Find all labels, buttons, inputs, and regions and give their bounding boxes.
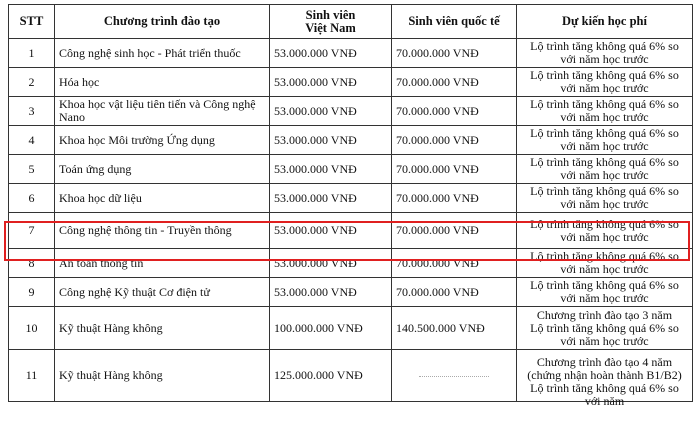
row-intl-fee-dash [419,376,489,377]
table-row [9,184,693,213]
row-fee-note: Lộ trình tăng không quá 6% so với năm học trước [517,97,693,126]
row-program: An toàn thông tin [55,249,270,278]
row-fee-note: Lộ trình tăng không quá 6% so với năm học trước [517,213,693,249]
row-intl-fee: 70.000.000 VNĐ [392,213,517,249]
row-fee-note-cell [517,307,693,350]
row-fee-note: Lộ trình tăng không quá 6% so với năm học trước [517,155,693,184]
table-row [9,97,693,126]
row-fee-note: Lộ trình tăng không quá 6% so với năm học trước [517,278,693,307]
header-vietnamese-students [270,5,392,39]
table-header-row [9,5,693,39]
row-vn-fee: 53.000.000 VNĐ [270,39,392,68]
row-stt: 1 [9,39,55,68]
row-fee-note-box [521,354,688,408]
row-vn-fee: 53.000.000 VNĐ [270,68,392,97]
row-vn-fee: 53.000.000 VNĐ [270,249,392,278]
header-program: Chương trình đào tạo [55,5,270,39]
header-international-students: Sinh viên quốc tế [392,5,517,39]
row-intl-fee: 70.000.000 VNĐ [392,39,517,68]
row-vn-fee: 100.000.000 VNĐ [270,307,392,350]
row-program: Khoa học Môi trường Ứng dụng [55,126,270,155]
row-intl-fee: 70.000.000 VNĐ [392,249,517,278]
row-fee-note: Lộ trình tăng không quá 6% so với năm học trước [530,320,679,348]
row-intl-fee: 70.000.000 VNĐ [392,126,517,155]
row-fee-note-cell [517,350,693,408]
row-program: Toán ứng dụng [55,155,270,184]
row-fee-note-line1: Chương trình đào tạo 4 năm [536,354,673,369]
row-stt: 9 [9,278,55,307]
table-row [9,249,693,278]
table-row [9,39,693,68]
row-fee-note: Lộ trình tăng không quá 6% so với năm học trước [517,249,693,278]
row-stt: 11 [9,350,55,402]
table-row-highlighted [9,213,693,249]
row-fee-note: Lộ trình tăng không quá 6% so với năm [530,380,679,408]
row-stt: 10 [9,307,55,350]
row-intl-fee: 70.000.000 VNĐ [392,155,517,184]
row-stt: 6 [9,184,55,213]
row-program: Kỹ thuật Hàng không [55,350,270,402]
row-intl-fee: 70.000.000 VNĐ [392,184,517,213]
row-program: Khoa học dữ liệu [55,184,270,213]
table-row [9,155,693,184]
row-stt: 8 [9,249,55,278]
row-stt: 2 [9,68,55,97]
tuition-fee-table [8,4,693,408]
row-intl-fee: 140.500.000 VNĐ [392,307,517,350]
table-row [9,68,693,97]
row-intl-fee: 70.000.000 VNĐ [392,97,517,126]
row-program: Công nghệ thông tin - Truyền thông [55,213,270,249]
row-fee-note-line2: (chứng nhận hoàn thành B1/B2) [527,367,682,382]
row-vn-fee: 53.000.000 VNĐ [270,184,392,213]
row-vn-fee: 53.000.000 VNĐ [270,213,392,249]
header-vn-line2: Việt Nam [305,20,356,35]
row-fee-note: Lộ trình tăng không quá 6% so với năm học trước [517,68,693,97]
row-program: Kỹ thuật Hàng không [55,307,270,350]
row-vn-fee: 53.000.000 VNĐ [270,155,392,184]
row-program: Hóa học [55,68,270,97]
row-stt: 7 [9,213,55,249]
table-row [9,350,693,402]
row-program: Công nghệ Kỹ thuật Cơ điện tử [55,278,270,307]
row-intl-fee: 70.000.000 VNĐ [392,278,517,307]
row-program: Khoa học vật liệu tiên tiến và Công nghệ Nano [55,97,270,126]
row-intl-fee-cell [392,350,517,402]
row-stt: 3 [9,97,55,126]
row-program: Công nghệ sinh học - Phát triển thuốc [55,39,270,68]
row-vn-fee: 53.000.000 VNĐ [270,97,392,126]
row-vn-fee: 125.000.000 VNĐ [270,350,392,402]
row-fee-note: Lộ trình tăng không quá 6% so với năm học trước [517,126,693,155]
table-row [9,307,693,350]
row-intl-fee: 70.000.000 VNĐ [392,68,517,97]
header-stt: STT [9,5,55,39]
row-stt: 4 [9,126,55,155]
row-fee-note: Lộ trình tăng không quá 6% so với năm học trước [517,184,693,213]
table-row [9,126,693,155]
row-vn-fee: 53.000.000 VNĐ [270,126,392,155]
header-vn-line1: Sinh viên [305,7,356,22]
row-fee-note-line1: Chương trình đào tạo 3 năm [536,307,673,322]
row-stt: 5 [9,155,55,184]
row-fee-note: Lộ trình tăng không quá 6% so với năm học trước [517,39,693,68]
row-vn-fee: 53.000.000 VNĐ [270,278,392,307]
header-expected-fee: Dự kiến học phí [517,5,693,39]
table-row [9,278,693,307]
